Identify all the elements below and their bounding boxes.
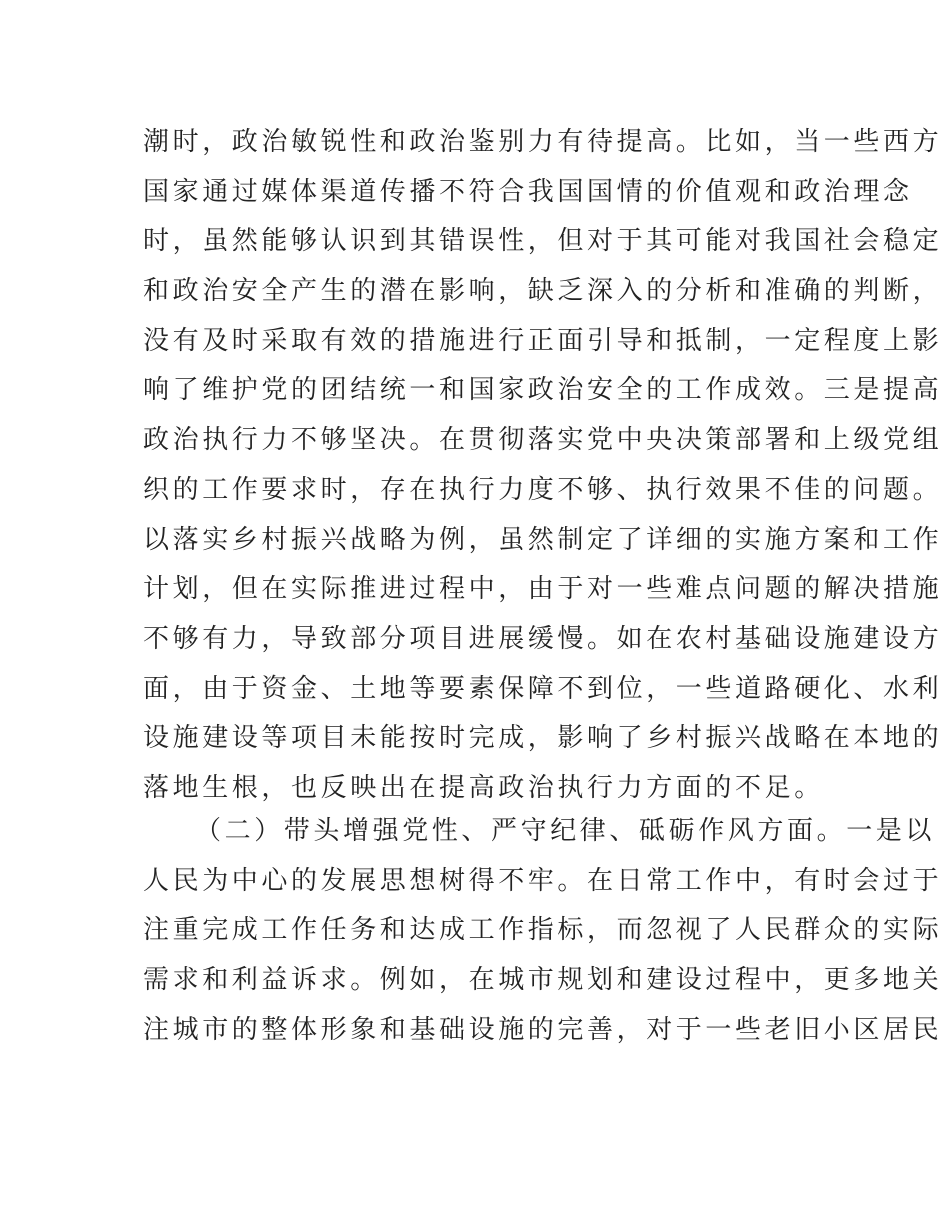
text-line: 潮时，政治敏锐性和政治鉴别力有待提高。比如，当一些西方 bbox=[143, 127, 943, 157]
text-line: 计划，但在实际推进过程中，由于对一些难点问题的解决措施 bbox=[143, 574, 943, 605]
text-line: 响了维护党的团结统一和国家政治安全的工作成效。三是提高 bbox=[143, 375, 943, 406]
text-line: 时，虽然能够认识到其错误性，但对于其可能对我国社会稳定 bbox=[143, 226, 943, 257]
text-line: 需求和利益诉求。例如，在城市规划和建设过程中，更多地关 bbox=[143, 965, 943, 996]
text-line: 织的工作要求时，存在执行力度不够、执行效果不佳的问题。 bbox=[143, 474, 943, 505]
text-line: 面，由于资金、土地等要素保障不到位，一些道路硬化、水利 bbox=[143, 673, 943, 704]
text-line: 不够有力，导致部分项目进展缓慢。如在农村基础设施建设方 bbox=[143, 623, 943, 654]
text-line: 和政治安全产生的潜在影响，缺乏深入的分析和准确的判断， bbox=[143, 276, 943, 307]
text-line: 设施建设等项目未能按时完成，影响了乡村振兴战略在本地的 bbox=[143, 723, 943, 754]
paragraph-2 bbox=[143, 807, 943, 1055]
text-line: 以落实乡村振兴战略为例，虽然制定了详细的实施方案和工作 bbox=[143, 524, 943, 555]
text-line: （二）带头增强党性、严守纪律、砥砺作风方面。一是以 bbox=[195, 816, 936, 846]
text-line: 注城市的整体形象和基础设施的完善，对于一些老旧小区居民 bbox=[143, 1014, 943, 1045]
text-line: 没有及时采取有效的措施进行正面引导和抵制，一定程度上影 bbox=[143, 325, 943, 356]
text-line: 注重完成工作任务和达成工作指标，而忽视了人民群众的实际 bbox=[143, 915, 943, 946]
text-line: 政治执行力不够坚决。在贯彻落实党中央决策部署和上级党组 bbox=[143, 425, 943, 456]
text-line: 人民为中心的发展思想树得不牢。在日常工作中，有时会过于 bbox=[143, 865, 943, 896]
text-line: 落地生根，也反映出在提高政治执行力方面的不足。 bbox=[143, 772, 824, 803]
paragraph-1 bbox=[143, 118, 943, 814]
text-line: 国家通过媒体渠道传播不符合我国国情的价值观和政治理念 bbox=[143, 176, 913, 207]
